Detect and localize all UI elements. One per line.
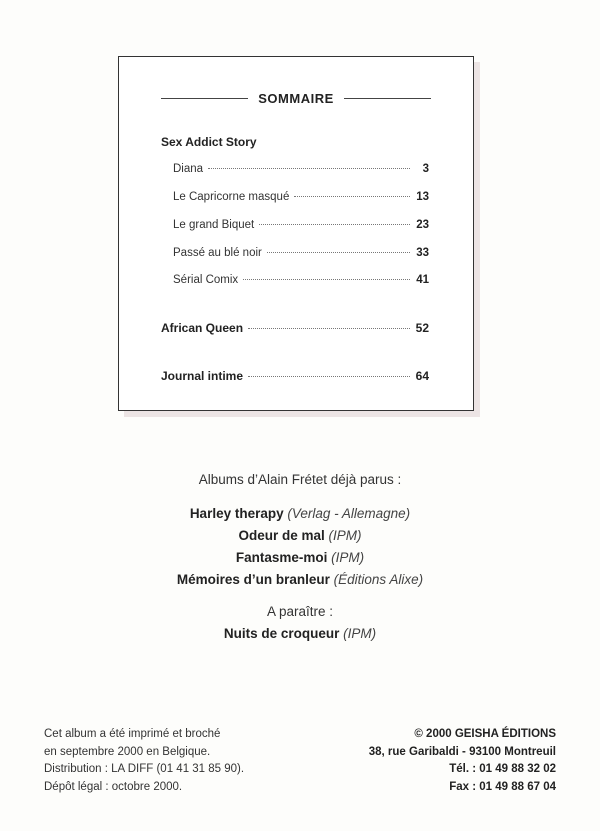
toc-entry-page: 3 xyxy=(422,163,429,175)
toc-entry-page: 41 xyxy=(416,274,429,286)
toc-entry-title: Sérial Comix xyxy=(173,274,239,286)
toc-dot-leader xyxy=(259,224,410,225)
toc-entry-page: 13 xyxy=(416,191,429,203)
album-item xyxy=(0,528,600,543)
toc-dot-leader xyxy=(248,376,410,377)
toc-entry xyxy=(173,191,429,203)
albums-heading: Albums d’Alain Frétet déjà parus : xyxy=(198,472,402,487)
publisher-info-line: Fax : 01 49 88 67 04 xyxy=(449,780,556,793)
toc-title-row xyxy=(161,91,431,106)
toc-entry xyxy=(173,163,429,175)
album-publisher: (IPM) xyxy=(343,626,377,641)
album-item xyxy=(0,572,600,587)
toc-entry xyxy=(173,247,429,259)
toc-entry-page: 23 xyxy=(416,219,429,231)
toc-main-entry xyxy=(161,321,429,335)
album-name: Harley therapy xyxy=(189,506,284,521)
toc-title-rule-left xyxy=(161,98,248,99)
toc-entry-title: Le grand Biquet xyxy=(173,219,255,231)
publisher-info-line: Tél. : 01 49 88 32 02 xyxy=(449,763,556,775)
toc-dot-leader xyxy=(248,328,410,329)
toc-dot-leader xyxy=(243,279,410,280)
toc-dot-leader xyxy=(208,168,410,169)
album-item xyxy=(0,550,600,565)
album-publisher: (IPM) xyxy=(331,550,365,565)
toc-entry-title: Diana xyxy=(173,163,204,175)
publisher-info xyxy=(369,726,556,796)
toc-entry-title: Journal intime xyxy=(161,369,244,383)
upcoming-heading: A paraître : xyxy=(266,604,334,619)
album-name: Mémoires d’un branleur xyxy=(176,572,330,587)
toc-entry-title: African Queen xyxy=(161,321,244,335)
album-publisher: (IPM) xyxy=(328,528,362,543)
toc-entry-title: Le Capricorne masqué xyxy=(173,191,290,203)
album-item xyxy=(0,506,600,521)
upcoming-album xyxy=(0,626,600,641)
printing-info-line: Dépôt légal : octobre 2000. xyxy=(44,780,183,793)
toc-entry xyxy=(173,219,429,231)
album-publisher: (Éditions Alixe) xyxy=(333,572,424,587)
toc-section-title: Sex Addict Story xyxy=(161,135,257,149)
album-name: Odeur de mal xyxy=(238,528,325,543)
toc-title: SOMMAIRE xyxy=(258,91,334,106)
table-of-contents xyxy=(118,56,474,411)
album-publisher: (Verlag - Allemagne) xyxy=(287,506,411,521)
toc-entry xyxy=(173,274,429,286)
toc-entry-page: 52 xyxy=(415,321,429,335)
toc-entry-title: Passé au blé noir xyxy=(173,247,262,259)
printing-info-line: en septembre 2000 en Belgique. xyxy=(44,745,211,758)
album-name: Nuits de croqueur xyxy=(223,626,340,641)
toc-main-entry xyxy=(161,369,429,383)
publisher-info-line: 38, rue Garibaldi - 93100 Montreuil xyxy=(368,745,556,758)
printing-info-line: Distribution : LA DIFF (01 41 31 85 90). xyxy=(44,763,245,775)
printing-info-line: Cet album a été imprimé et broché xyxy=(44,728,221,740)
toc-entry-page: 33 xyxy=(416,247,429,259)
toc-dot-leader xyxy=(267,252,410,253)
toc-dot-leader xyxy=(294,196,410,197)
album-name: Fantasme-moi xyxy=(235,550,328,565)
printing-info xyxy=(44,726,244,796)
toc-title-rule-right xyxy=(344,98,431,99)
publisher-info-line: © 2000 GEISHA ÉDITIONS xyxy=(414,728,556,740)
toc-entry-page: 64 xyxy=(415,369,429,383)
